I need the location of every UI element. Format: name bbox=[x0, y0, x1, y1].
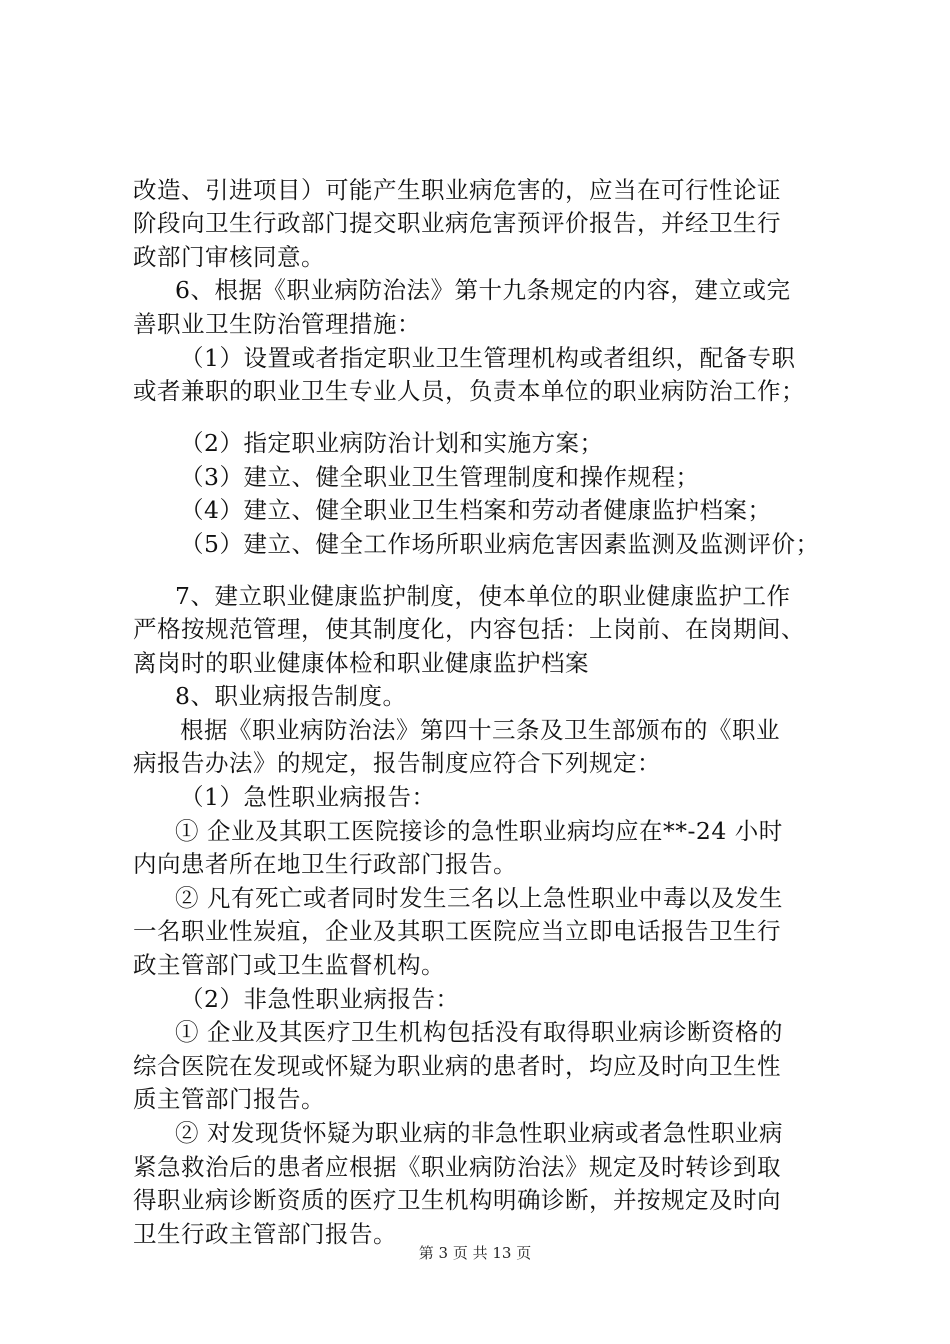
paragraph-line: 或者兼职的职业卫生专业人员，负责本单位的职业病防治工作； bbox=[133, 377, 805, 405]
paragraph-line: ① 企业及其医疗卫生机构包括没有取得职业病诊断资格的 bbox=[175, 1018, 783, 1046]
paragraph-line: ② 凡有死亡或者同时发生三名以上急性职业中毒以及发生 bbox=[175, 884, 783, 912]
paragraph-line: 改造、引进项目）可能产生职业病危害的，应当在可行性论证 bbox=[133, 176, 781, 204]
paragraph-line: 病报告办法》的规定，报告制度应符合下列规定： bbox=[133, 749, 661, 777]
paragraph-line: 6、根据《职业病防治法》第十九条规定的内容，建立或完 bbox=[175, 276, 791, 304]
paragraph-line: 政主管部门或卫生监督机构。 bbox=[133, 951, 445, 979]
paragraph-line: ② 对发现货怀疑为职业病的非急性职业病或者急性职业病 bbox=[175, 1119, 783, 1147]
paragraph-line: 内向患者所在地卫生行政部门报告。 bbox=[133, 850, 517, 878]
paragraph-line: 严格按规范管理，使其制度化，内容包括：上岗前、在岗期间、 bbox=[133, 615, 805, 643]
paragraph-line: 得职业病诊断资质的医疗卫生机构明确诊断，并按规定及时向 bbox=[133, 1186, 781, 1214]
paragraph-line: （2）非急性职业病报告： bbox=[180, 985, 460, 1013]
paragraph-line: 质主管部门报告。 bbox=[133, 1085, 325, 1113]
paragraph-line: 紧急救治后的患者应根据《职业病防治法》规定及时转诊到取 bbox=[133, 1153, 781, 1181]
paragraph-line: （1）设置或者指定职业卫生管理机构或者组织，配备专职 bbox=[180, 344, 796, 372]
paragraph-line: 卫生行政主管部门报告。 bbox=[133, 1220, 397, 1248]
paragraph-line: （1）急性职业病报告： bbox=[180, 783, 436, 811]
paragraph-line: 综合医院在发现或怀疑为职业病的患者时，均应及时向卫生性 bbox=[133, 1052, 781, 1080]
paragraph-line: ① 企业及其职工医院接诊的急性职业病均应在**-24 小时 bbox=[175, 817, 783, 845]
paragraph-line: （5）建立、健全工作场所职业病危害因素监测及监测评价； bbox=[180, 530, 820, 558]
paragraph-line: （4）建立、健全职业卫生档案和劳动者健康监护档案； bbox=[180, 496, 772, 524]
paragraph-line: 根据《职业病防治法》第四十三条及卫生部颁布的《职业 bbox=[180, 716, 780, 744]
paragraph-line: （3）建立、健全职业卫生管理制度和操作规程； bbox=[180, 463, 700, 491]
paragraph-line: 阶段向卫生行政部门提交职业病危害预评价报告，并经卫生行 bbox=[133, 209, 781, 237]
paragraph-line: 政部门审核同意。 bbox=[133, 243, 325, 271]
paragraph-line: 离岗时的职业健康体检和职业健康监护档案 bbox=[133, 649, 589, 677]
paragraph-line: （2）指定职业病防治计划和实施方案； bbox=[180, 429, 604, 457]
paragraph-line: 一名职业性炭疽，企业及其职工医院应当立即电话报告卫生行 bbox=[133, 917, 781, 945]
paragraph-line: 8、职业病报告制度。 bbox=[175, 682, 407, 710]
paragraph-line: 7、建立职业健康监护制度，使本单位的职业健康监护工作 bbox=[175, 582, 791, 610]
page-number-footer: 第 3 页 共 13 页 bbox=[418, 1244, 532, 1262]
paragraph-line: 善职业卫生防治管理措施： bbox=[133, 310, 421, 338]
